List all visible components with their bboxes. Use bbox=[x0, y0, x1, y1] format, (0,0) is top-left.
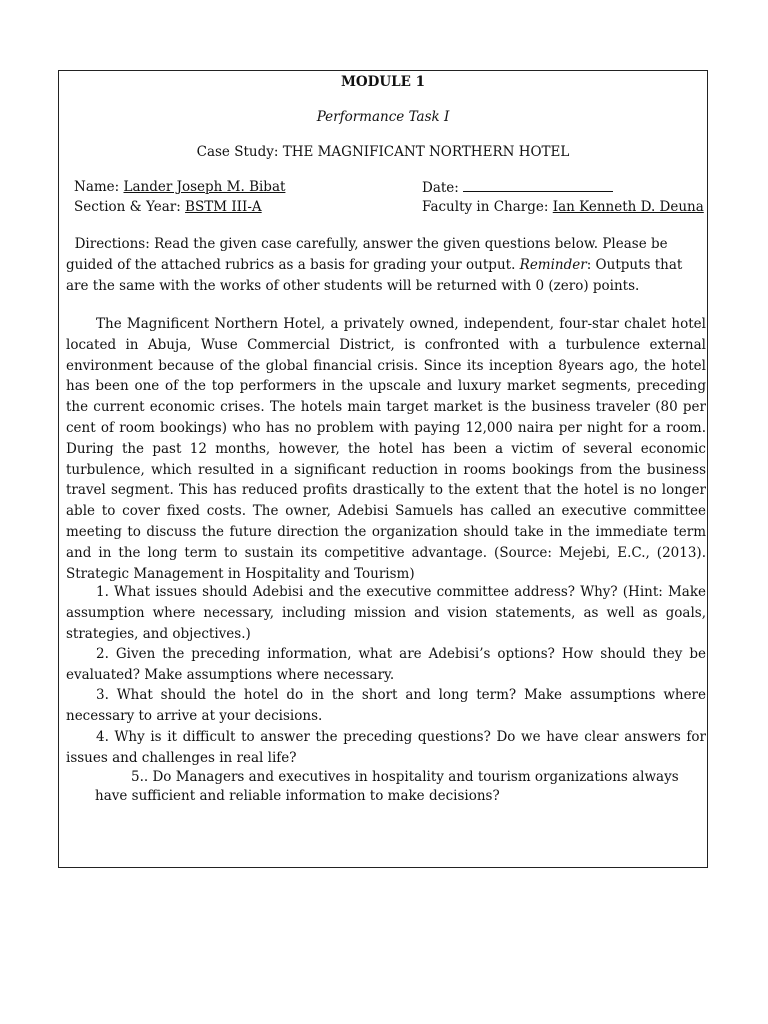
module-heading: MODULE 1 bbox=[340, 74, 426, 90]
question-1 bbox=[66, 582, 706, 644]
question-4-text: 4. Why is it difficult to answer the preceding questions? Do we have clear answers for issues and challenges in real life? bbox=[66, 729, 706, 766]
directions-paragraph bbox=[66, 234, 700, 296]
date-label: Date: bbox=[422, 180, 459, 196]
section-value: BSTM III-A bbox=[185, 199, 262, 215]
case-text: The Magnificent Northern Hotel, a privately owned, independent, four-star chalet hotel located in Abuja, Wuse Commercial District, is confronted with a turbulence external environment because of the global financial crisis. Since its inception 8years ago, the hotel has been one of the top performers in the upscale and luxury market segments, preceding the current economic crises. The hotels main target market is the business traveler (80 per cent of room bookings) who has no problem with paying 12,000 naira per night for a room. During the past 12 months, however, the hotel has been a victim of several economic turbulence, which resulted in a significant reduction in rooms bookings from the business travel segment. This has reduced profits drastically to the extent that the hotel is no longer able to cover fixed costs. The owner, Adebisi Samuels has called an executive committee meeting to discuss the future direction the organization should take in the immediate term and in the long term to sustain its competitive advantage. (Source: Mejebi, E.C., (2013). Strategic Management in Hospitality and Tourism) bbox=[66, 316, 706, 582]
question-5-text: 5.. Do Managers and executives in hospitality and tourism organizations always have sufficient and reliable information to make decisions? bbox=[95, 769, 679, 804]
date-blank-line bbox=[463, 179, 613, 192]
faculty-label: Faculty in Charge: bbox=[422, 199, 549, 215]
name-value: Lander Joseph M. Bibat bbox=[123, 179, 286, 195]
document-frame bbox=[58, 70, 708, 868]
faculty-value: Ian Kenneth D. Deuna bbox=[552, 199, 704, 215]
date-field bbox=[422, 179, 613, 196]
case-study-title: Case Study: THE MAGNIFICANT NORTHERN HOTEL bbox=[196, 144, 570, 160]
question-5 bbox=[95, 768, 695, 806]
question-2-text: 2. Given the preceding information, what are Adebisi’s options? How should they be evaluated? Make assumptions where necessary. bbox=[66, 646, 706, 683]
section-field bbox=[74, 199, 262, 215]
task-title: Performance Task I bbox=[316, 109, 450, 125]
question-3 bbox=[66, 685, 706, 727]
case-paragraph bbox=[66, 314, 706, 584]
question-3-text: 3. What should the hotel do in the short and long term? Make assumptions where necessary to arrive at your decisions. bbox=[66, 687, 706, 724]
name-label: Name: bbox=[74, 179, 120, 195]
question-4 bbox=[66, 727, 706, 769]
question-2 bbox=[66, 644, 706, 686]
reminder-label: Reminder bbox=[519, 256, 587, 273]
directions-text-b: : Outputs that are the same with the works of other students will be returned with 0 (zero) points. bbox=[66, 256, 683, 294]
directions-text-a: Directions: Read the given case carefully, answer the given questions below. Please be guided of the attached rubrics as a basis for grading your output. bbox=[66, 236, 668, 273]
name-field bbox=[74, 179, 285, 195]
question-1-text: 1. What issues should Adebisi and the executive committee address? Why? (Hint: Make assumption where necessary, including mission and vision statements, as well as goals, strategies, and objectives.) bbox=[66, 584, 706, 642]
section-label: Section & Year: bbox=[74, 199, 181, 215]
faculty-field bbox=[422, 199, 704, 215]
